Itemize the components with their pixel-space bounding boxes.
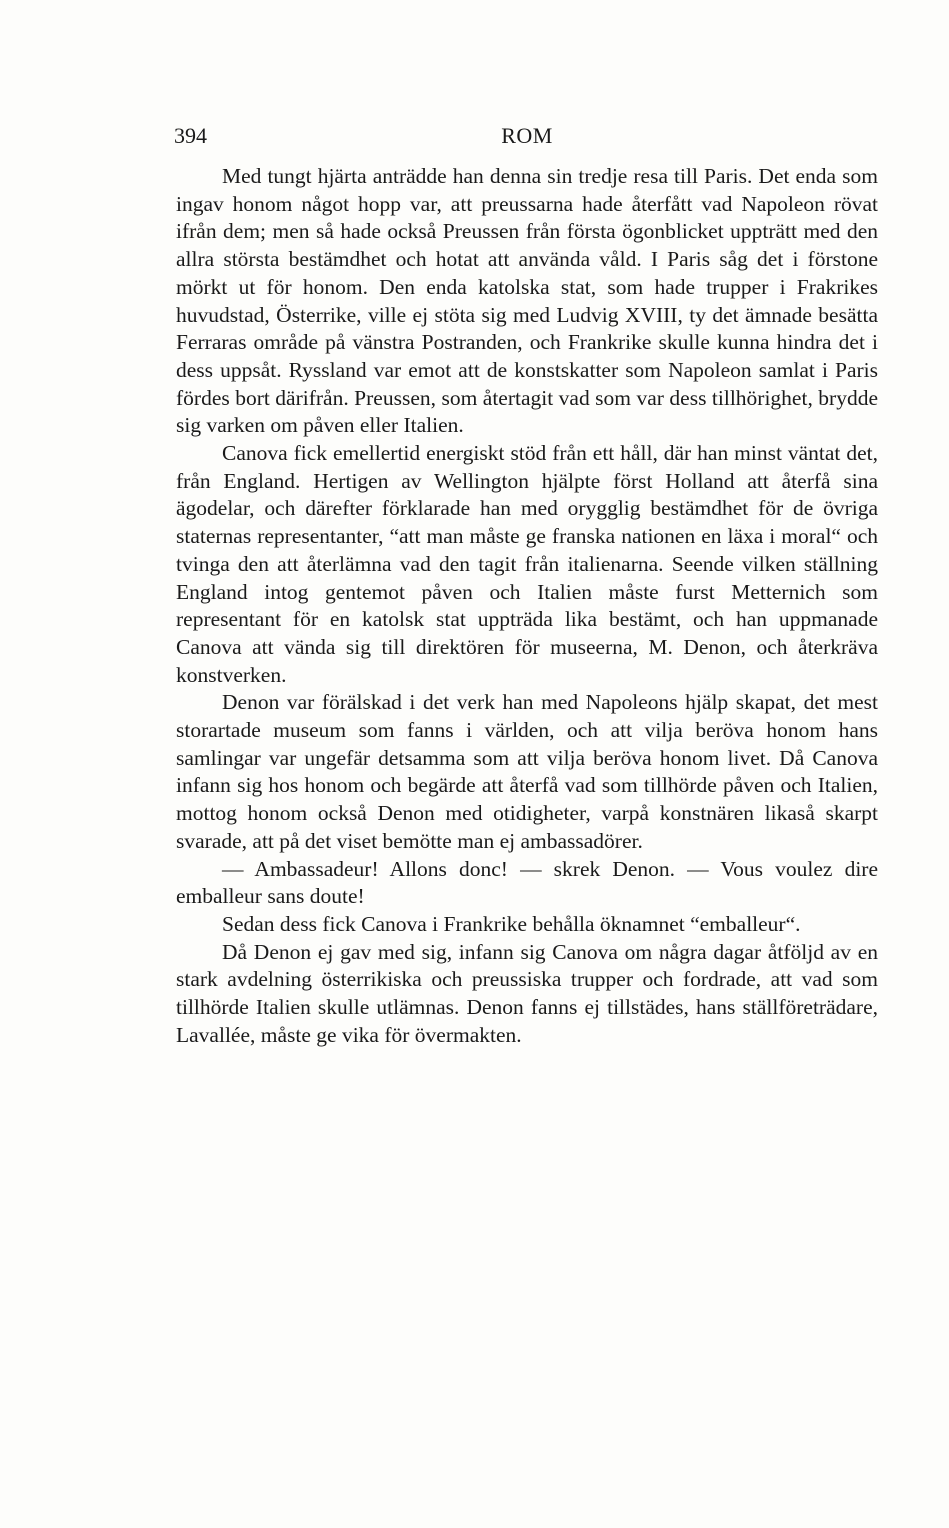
running-head: ROM: [501, 123, 553, 148]
paragraph: Sedan dess fick Canova i Frankrike behålla öknamnet “emballeur“.: [222, 911, 801, 936]
page-number: 394: [174, 123, 207, 148]
paragraph: Canova fick emellertid energiskt stöd från ett håll, där han minst väntat det, från England. Hertigen av Wellington hjälpte först Holland att återfå sina ägodelar, och därefter förklarade han med orygglig bestämdhet för de övriga staternas representanter, “att man måste ge franska nationen en läxa i moral“ och tvinga den att återlämna vad den tagit från italienarna. Seende vilken ställning England intog gentemot påven och Italien måste furst Metternich som representant för en katolsk stat uppträda lika bestämt, och han uppmanade Canova att vända sig till direktören för museerna, M. Denon, och återkräva konstverken.: [176, 441, 878, 687]
page-header: [174, 121, 880, 151]
body-text: [176, 163, 878, 1050]
paragraph: — Ambassadeur! Allons donc! — skrek Denon. — Vous voulez dire emballeur sans doute!: [176, 856, 878, 909]
paragraph: Denon var förälskad i det verk han med Napoleons hjälp skapat, det mest storartade museum som fanns i världen, och att vilja beröva honom hans samlingar var ungefär detsamma som att vilja beröva honom livet. Då Canova infann sig hos honom och begärde att återfå vad som tillhörde påven och Italien, mottog honom också Denon med otidigheter, varpå konstnären likaså skarpt svarade, att på det viset bemötte man ej ambassadörer.: [176, 690, 878, 853]
paragraph: Med tungt hjärta anträdde han denna sin tredje resa till Paris. Det enda som ingav honom något hopp var, att preussarna hade återfått vad Napoleon rövat ifrån dem; men så hade också Preussen från första ögonblicket uppträtt med den allra största bestämdhet och hotat att använda våld. I Paris såg det i förstone mörkt ut för honom. Den enda katolska stat, som hade trupper i Frakrikes huvudstad, Österrike, ville ej stöta sig med Ludvig XVIII, ty det ämnade besätta Ferraras område på vänstra Postranden, och Frankrike skulle kunna hindra det i dess uppsåt. Ryssland var emot att de konstskatter som Napoleon samlat i Paris fördes bort därifrån. Preussen, som återtagit vad som var dess tillhörighet, brydde sig varken om påven eller Italien.: [176, 164, 878, 438]
paragraph: Då Denon ej gav med sig, infann sig Canova om några dagar åtföljd av en stark avdelning österrikiska och preussiska trupper och fordrade, att vad som tillhörde Italien skulle utlämnas. Denon fanns ej tillstädes, hans ställföreträdare, Lavallée, måste ge vika för övermakten.: [176, 939, 878, 1047]
